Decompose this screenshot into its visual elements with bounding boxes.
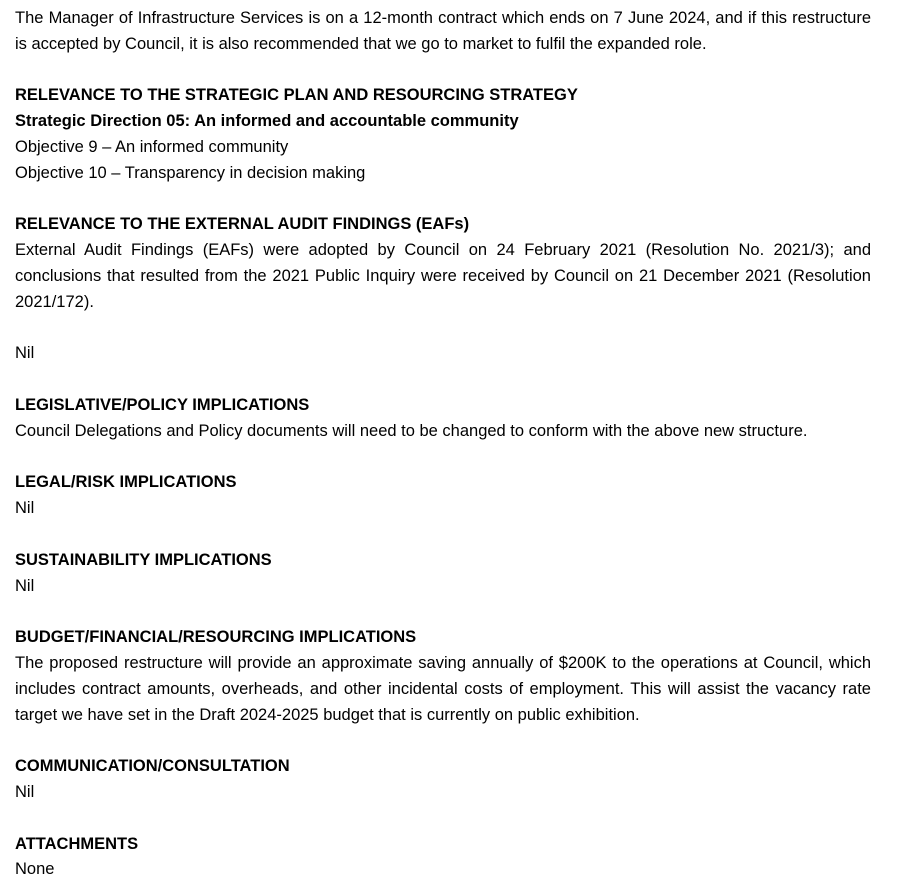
eaf-body: External Audit Findings (EAFs) were adopted by Council on 24 February 2021 (Resolution No. 2021/3); and conclusions that resulted from the 2021 Public Inquiry were received by Council on 21 December 2021 (Resolution 2021/172). xyxy=(15,241,871,311)
budget-heading: BUDGET/FINANCIAL/RESOURCING IMPLICATIONS xyxy=(15,628,417,647)
legislative-heading: LEGISLATIVE/POLICY IMPLICATIONS xyxy=(15,395,310,414)
legislative-section xyxy=(15,393,871,445)
spacer xyxy=(15,316,871,342)
spacer xyxy=(15,445,871,471)
legislative-body: Council Delegations and Policy documents will need to be changed to conform with the above new structure. xyxy=(15,421,808,440)
spacer xyxy=(15,522,871,548)
communication-body: Nil xyxy=(15,782,35,801)
attachments-heading: ATTACHMENTS xyxy=(15,834,139,853)
communication-heading: COMMUNICATION/CONSULTATION xyxy=(15,757,290,776)
objective-10: Objective 10 – Transparency in decision making xyxy=(15,163,366,182)
objective-9: Objective 9 – An informed community xyxy=(15,137,289,156)
legal-heading: LEGAL/RISK IMPLICATIONS xyxy=(15,473,237,492)
strategic-plan-heading: RELEVANCE TO THE STRATEGIC PLAN AND RESOURCING STRATEGY xyxy=(15,86,578,105)
legal-section xyxy=(15,470,871,522)
sustainability-heading: SUSTAINABILITY IMPLICATIONS xyxy=(15,550,272,569)
eaf-section xyxy=(15,212,871,367)
intro-paragraph: The Manager of Infrastructure Services is on a 12-month contract which ends on 7 June 2024, and if this restructure is accepted by Council, it is also recommended that we go to market to fulfil the expanded role. xyxy=(15,9,871,53)
spacer xyxy=(15,367,871,393)
communication-section xyxy=(15,754,871,806)
spacer xyxy=(15,187,871,213)
spacer xyxy=(15,58,871,84)
attachments-body: None xyxy=(15,860,55,879)
strategic-direction: Strategic Direction 05: An informed and accountable community xyxy=(15,112,519,131)
eaf-heading: RELEVANCE TO THE EXTERNAL AUDIT FINDINGS (EAFs) xyxy=(15,215,470,234)
legal-body: Nil xyxy=(15,499,35,518)
sustainability-body: Nil xyxy=(15,576,35,595)
document-page xyxy=(15,6,871,883)
budget-section xyxy=(15,625,871,728)
spacer xyxy=(15,728,871,754)
spacer xyxy=(15,806,871,832)
sustainability-section xyxy=(15,548,871,600)
eaf-value: Nil xyxy=(15,344,35,363)
attachments-section xyxy=(15,832,871,884)
strategic-plan-section xyxy=(15,83,871,186)
budget-body: The proposed restructure will provide an approximate saving annually of $200K to the operations at Council, which includes contract amounts, overheads, and other incidental costs of employment. This will assist the vacancy rate target we have set in the Draft 2024-2025 budget that is currently on public exhibition. xyxy=(15,653,871,724)
spacer xyxy=(15,599,871,625)
